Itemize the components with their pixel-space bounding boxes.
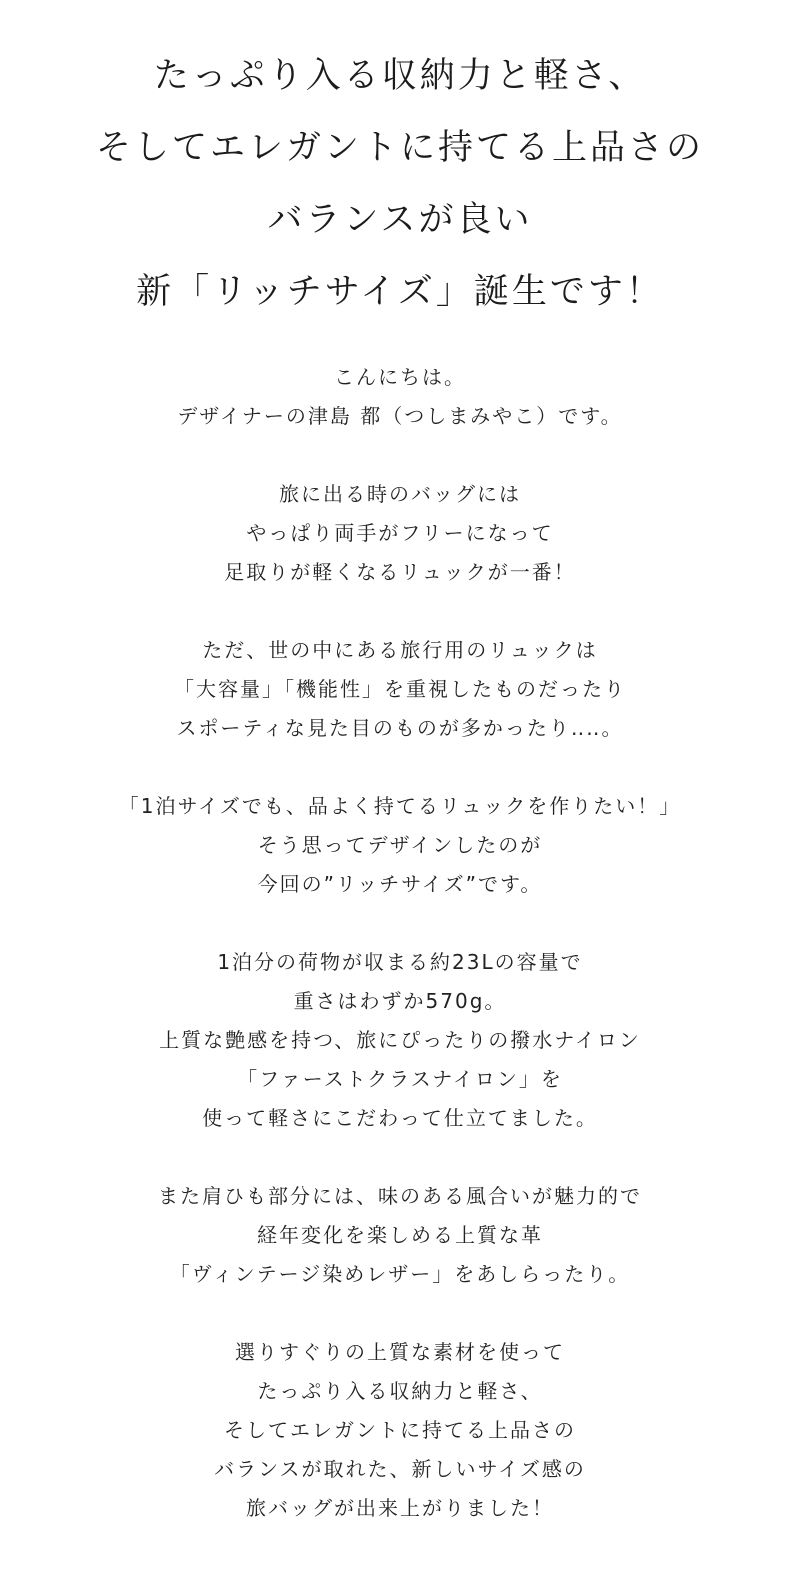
body-line: 1泊分の荷物が収まる約23Lの容量で	[217, 950, 583, 974]
body-line: 足取りが軽くなるリュックが一番！	[224, 560, 576, 584]
body-line: スポーティな見た目のものが多かったり‥‥。	[176, 716, 624, 740]
body-line: バランスが取れた、新しいサイズ感の	[214, 1457, 586, 1481]
body-line: 旅に出る時のバッグには	[279, 482, 521, 506]
body-line: 使って軽さにこだわって仕立てました。	[202, 1106, 598, 1130]
headline-line: そしてエレガントに持てる上品さの	[95, 128, 704, 168]
body-line: 今回の”リッチサイズ”です。	[257, 872, 543, 896]
body-line: 旅バッグが出来上がりました！	[246, 1496, 554, 1520]
body-line: 「ヴィンテージ染めレザー」をあしらったり。	[169, 1262, 631, 1286]
paragraph-conclusion	[0, 1333, 800, 1528]
paragraph-design-intent	[0, 787, 800, 904]
body-line: 「1泊サイズでも、品よく持てるリュックを作りたい！」	[118, 794, 682, 818]
body-line: 上質な艶感を持つ、旅にぴったりの撥水ナイロン	[159, 1028, 641, 1052]
body-line: 選りすぐりの上質な素材を使って	[235, 1340, 565, 1364]
body-line: こんにちは。	[334, 365, 466, 389]
body-line: たっぷり入る収納力と軽さ、	[257, 1379, 543, 1403]
body-line: やっぱり両手がフリーになって	[246, 521, 554, 545]
paragraph-capacity	[0, 943, 800, 1138]
body-line: 「ファーストクラスナイロン」を	[237, 1067, 563, 1091]
paragraph-greeting	[0, 358, 800, 436]
headline-line: たっぷり入る収納力と軽さ、	[153, 56, 647, 96]
body-line: ただ、世の中にある旅行用のリュックは	[202, 638, 598, 662]
body-line: 経年変化を楽しめる上質な革	[257, 1223, 543, 1247]
body-line: デザイナーの津島 都（つしまみやこ）です。	[177, 404, 623, 428]
headline-line: 新「リッチサイズ」誕生です！	[136, 272, 664, 312]
headline	[0, 40, 800, 328]
body-text	[0, 358, 800, 1567]
body-line: 重さはわずか570g。	[293, 989, 507, 1013]
body-line: 「大容量」「機能性」を重視したものだったり	[174, 677, 626, 701]
paragraph-leather	[0, 1177, 800, 1294]
body-line: そしてエレガントに持てる上品さの	[224, 1418, 576, 1442]
body-line: また肩ひも部分には、味のある風合いが魅力的で	[158, 1184, 642, 1208]
paragraph-market	[0, 631, 800, 748]
headline-line: バランスが良い	[267, 200, 533, 240]
body-line: そう思ってデザインしたのが	[257, 833, 543, 857]
paragraph-travel-bag	[0, 475, 800, 592]
